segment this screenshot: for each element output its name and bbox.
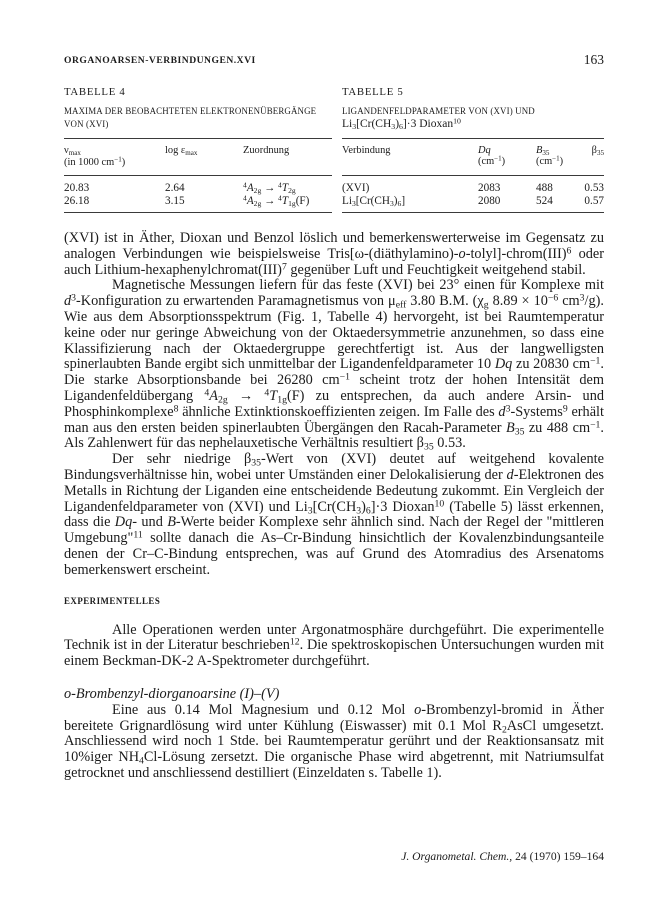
journal-citation: 24 (1970) 159–164 (515, 850, 604, 863)
section-heading: EXPERIMENTELLES (64, 595, 161, 606)
superscript: 8 (173, 403, 179, 415)
superscript: 4 (264, 387, 270, 399)
subscript: 2 (501, 724, 507, 736)
subscript: eff (395, 299, 407, 311)
superscript: −1 (114, 155, 122, 164)
table-label: TABELLE 4 (64, 86, 126, 98)
table-5-grid (342, 138, 604, 213)
subscript: 3 (307, 505, 313, 517)
superscript: 3 (579, 292, 585, 304)
running-header (64, 52, 604, 68)
table-row (64, 176, 332, 196)
table-cell: 488 (536, 181, 553, 194)
paragraph: Alle Operationen werden unter Argonatmosphäre durchgeführt. Die experimentelle Technik ist in der Literatur beschrieben$^{12}$. Die spektroskopischen Untersuchungen wurden mit einem Beckman-DK-2 A-Spektrometer durchgeführt. (64, 621, 604, 670)
subscript: 35 (251, 457, 261, 469)
subscript: 3 (391, 121, 396, 131)
subscript: 1g (288, 199, 296, 209)
table-header-cell: Dq $(cm^{-1})$ (478, 138, 536, 175)
italic-text: Dq (494, 356, 513, 373)
superscript: 4 (204, 387, 210, 399)
superscript: 4 (278, 193, 282, 203)
table-header-row (342, 138, 604, 175)
table-cell: 2083 (478, 181, 501, 194)
italic-text: o (458, 245, 466, 262)
subscript: 35 (596, 148, 604, 157)
table-header-cell: Zuordnung (243, 139, 332, 176)
subscript: 35 (542, 148, 550, 157)
subsection-heading: o-Brombenzyl-diorganoarsine (I)–(V) (64, 685, 280, 702)
journal-name: J. Organometal. Chem., (401, 850, 513, 863)
superscript: 4 (243, 180, 247, 190)
table-4-grid (64, 138, 332, 213)
table-cell: 524 (536, 195, 576, 213)
table-cell: 20.83 (64, 182, 90, 194)
table-row (342, 175, 604, 195)
italic-text: B (505, 419, 515, 436)
subscript: 6 (399, 121, 403, 131)
superscript: 4 (278, 180, 282, 190)
superscript: −1 (494, 154, 502, 163)
table-row (342, 195, 604, 213)
page-number: 163 (583, 52, 604, 67)
superscript: 7 (281, 260, 287, 272)
paragraph: Eine aus 0.14 Mol Magnesium und 0.12 Mol o-Brombenzyl-bromid in Äther bereitete Grignardlösung wird unter Kühlung (Eiswasser) mit 0.1 Mol $R_2AsCl$ umgesetzt. Anschliessend wird noch 1 Stde. bei Raumtemperatur gerührt und der Reaktionsansatz mit 10%iger $NH_4Cl$-Lösung zersetzt. Die organische Phase wird abgetrennt, mit Natriumsulfat getrocknet und anschliessend destilliert (Einzeldaten s. Tabelle 1). (64, 701, 604, 781)
superscript: −1 (590, 418, 601, 430)
superscript: 10 (453, 115, 461, 125)
italic-text: T (269, 387, 278, 404)
italic-text: A (246, 195, 254, 207)
table-label: TABELLE 5 (342, 86, 404, 98)
superscript: 11 (133, 529, 143, 541)
italic-text: B (536, 144, 543, 156)
superscript: −1 (552, 154, 560, 163)
subscript: 6 (397, 198, 402, 208)
superscript: 6 (566, 245, 572, 257)
subscript: 1g (277, 394, 287, 406)
table-5 (342, 86, 604, 213)
italic-text: T (281, 195, 289, 207)
table-4 (64, 86, 332, 213)
table-caption: MAXIMA DER BEOBACHTETEN ELEKTRONENÜBERGÄNGE VON (XVI) (64, 106, 317, 129)
subscript: g (483, 299, 489, 311)
subscript: max (68, 148, 81, 157)
italic-text: o (414, 701, 422, 718)
italic-text: d (64, 293, 72, 310)
subscript: max (185, 148, 198, 157)
superscript: −1 (339, 371, 350, 383)
subscript: 2g (253, 199, 262, 209)
italic-text: B (167, 514, 176, 531)
subscript: 3 (389, 198, 394, 208)
subscript: 4 (139, 755, 144, 767)
subscript: 2g (217, 394, 228, 406)
table-header-cell: $\beta_{35}$ (576, 138, 604, 175)
subscript: 35 (514, 426, 525, 438)
table-header-cell: $\log \varepsilon_{max}$ (165, 139, 243, 176)
italic-text: d (498, 403, 506, 420)
superscript: −1 (590, 355, 601, 367)
italic-text: d (506, 466, 514, 483)
paragraph: (XVI) ist in Äther, Dioxan und Benzol löslich und bemerkenswerterweise im Gegensatz zu analogen Verbindungen wie beispielsweise Tris[ω-(diäthylamino)-o-tolyl]-chrom(III)$^6$ oder auch Lithium-hexaphenylchromat(III)$^7$ gegenüber Luft und Feuchtigkeit weitgehend stabil. (64, 230, 605, 278)
italic-text: T (281, 182, 289, 194)
superscript: 3 (71, 292, 77, 304)
table-caption-line: $Li_3[Cr(CH_3)_6]\cdot 3$ Dioxan$^{10}$ (342, 115, 461, 131)
table-row (64, 195, 332, 213)
table-caption-line: LIGANDENFELDPARAMETER VON (XVI) UND (342, 106, 535, 116)
table-cell: 26.18 (64, 195, 165, 213)
italic-text: Dq (478, 144, 491, 156)
italic-text: A (209, 387, 218, 404)
table-cell: 2.64 (165, 182, 185, 194)
paragraph: Magnetische Messungen liefern für das feste (XVI) bei 23° einen für Komplexe mit $d^3$-Konfiguration zu erwartenden Paramagnetismus von $\mu_{eff}$ 3.80 B.M. ($\chi_g$ $8.89 \times 10^{-6}$ $cm^3/g$). Wie aus dem Absorptionsspektrum (Fig. 1, Tabelle 4) hervorgeht, ist bei Raumtemperatur keine oder nur geringe Abweichung von der Oktaedersymmetrie anzunehmen, so dass eine Klassifizierung nach der Oktaedergruppe gerechtfertigt ist. Aus der langwelligsten spinerlaubten Bande ergibt sich unmittelbar der Ligandenfeldparameter 10 Dq zu 20830 $cm^{-1}$. Die starke Absorptionsbande bei 26280 $cm^{-1}$ scheint trotz der hohen Intensität dem Ligandenfeldübergang $^4A_{2g} \to ^4T_{1g}(F)$ zu entsprechen, da auch andere Arsin- und Phosphinkomplexe$^8$ ähnliche Extinktionskoeffizienten zeigen. Im Falle des $d^3-Systems^9$ erhält man aus den ersten beiden spinerlaubten Übergängen den Racah-Parameter $B_{35}$ zu 488 $cm^{-1}$. Als Zahlenwert für das nephelauxetische Verhältnis resultiert $\beta_{35}$ 0.53. (64, 277, 605, 454)
subscript: 3 (351, 198, 356, 208)
paragraph: Der sehr niedrige $\beta_{35}$-Wert von (XVI) deutet auf weitgehend kovalente Bindungsverhältnisse hin, wobei unter Umständen einer Delokalisierung der d-Elektronen des Metalls in Richtung der Liganden eine entscheidende Bedeutung zukommt. Ein Vergleich der Ligandenfeldparameter von (XVI) und $Li_3[Cr(CH_3)_6]\cdot 3$ Dioxan$^{10}$ (Tabelle 5) lässt erkennen, dass die Dq- und B-Werte beider Komplexe sehr ähnlich sind. Nach der Regel der "mittleren Umgebung"$^{11}$ sollte danach die As–Cr-Bindung hinsichtlich der Kovalenzbindungsanteile denen der Cr–C-Bindung entsprechen, was auf Grund des Atomradius des Arsenatoms bemerkenswert erscheint. (64, 451, 604, 578)
subscript: 2g (253, 186, 262, 196)
table-cell: 3.15 (165, 195, 243, 213)
subscript: 6 (365, 505, 371, 517)
italic-text: Dq (114, 514, 133, 531)
table-header-cell: $B_{35}$ $(cm^{-1})$ (536, 138, 576, 175)
superscript: 10 (434, 497, 445, 509)
subscript: 35 (423, 442, 434, 454)
journal-footer (401, 850, 604, 863)
table-cell: 0.57 (576, 195, 604, 213)
table-cell: $^4A_{2g} \to ^4T_{2g}$ (243, 180, 296, 196)
superscript: −6 (547, 292, 559, 304)
table-cell: $^4A_{2g} \to ^4T_{1g}(F)$ (243, 195, 332, 213)
table-cell: 2080 (478, 195, 536, 213)
superscript: 12 (289, 636, 300, 648)
article-body (64, 231, 604, 782)
subscript: 3 (352, 121, 357, 131)
superscript: 9 (562, 403, 568, 415)
table-header-cell: $\nu_{max}$ (in 1000 $cm^{-1}$) (64, 139, 165, 176)
subscript: 3 (356, 505, 362, 517)
table-cell: 0.53 (584, 181, 604, 194)
table-cell: (XVI) (342, 181, 370, 194)
subscript: 2g (288, 186, 296, 196)
table-header-cell: Verbindung (342, 138, 478, 175)
table-header-row (64, 139, 332, 176)
table-caption (342, 105, 604, 131)
italic-text: A (246, 182, 254, 194)
running-title: ORGANOARSEN-VERBINDUNGEN.XVI (64, 55, 256, 66)
superscript: 3 (505, 403, 511, 415)
superscript: 4 (243, 193, 247, 203)
table-cell: $Li_3[Cr(CH_3)_6]$ (342, 195, 478, 213)
